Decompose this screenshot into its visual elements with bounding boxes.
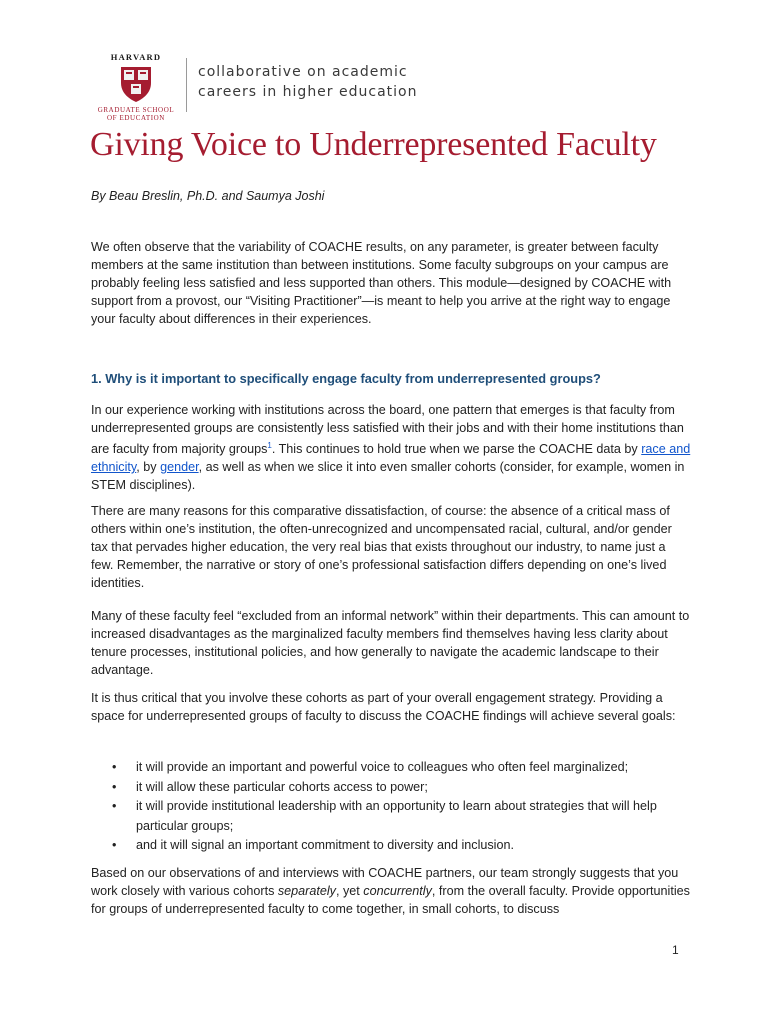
race-ethnicity-link[interactable]: race and ethnicity (91, 442, 691, 475)
goals-list (108, 758, 688, 856)
header-tagline (198, 62, 417, 102)
p5-text-c: , from the overall faculty. Provide opportunities for groups of underrepresented faculty to come together, in small cohorts, to discuss (91, 884, 690, 916)
p5-text-b: , yet (335, 884, 364, 898)
document-title: Giving Voice to Underrepresented Faculty (90, 126, 657, 163)
paragraph-1 (91, 401, 691, 494)
paragraph-5 (91, 864, 691, 918)
list-item-text: it will allow these particular cohorts access to power; (136, 779, 428, 794)
byline: By Beau Breslin, Ph.D. and Saumya Joshi (91, 189, 325, 203)
list-item-text: it will provide institutional leadership with an opportunity to learn about strategies that will help particular groups; (136, 799, 657, 833)
gender-link[interactable]: gender (160, 460, 199, 475)
logo-school-line2: OF EDUCATION (107, 114, 165, 122)
paragraph-2: There are many reasons for this comparative dissatisfaction, of course: the absence of a critical mass of others within one’s institution, the often-unrecognized and uncompensated racial, cultural, and/or gender tax that pervades higher education, the very real bias that exists throughout our industry, to name just a few. Remember, the narrative or story of one’s professional satisfaction differs depending on one’s lived identities. (91, 504, 672, 590)
bullet-icon: • (112, 779, 117, 794)
p1-text-b: . This continues to hold true when we parse the COACHE data by (271, 442, 642, 457)
bullet-icon: • (112, 760, 117, 774)
page-number: 1 (672, 943, 679, 957)
p5-text-a: Based on our observations of and interviews with COACHE partners, our team strongly suggests that you work closely with various cohorts (91, 866, 679, 898)
section-heading: 1. Why is it important to specifically engage faculty from underrepresented groups? (91, 371, 601, 386)
tagline-line-1: collaborative on academic (198, 64, 408, 80)
p1-text-c: , by (136, 460, 161, 475)
intro-paragraph: We often observe that the variability of COACHE results, on any parameter, is greater between faculty members at the same institution than between institutions. Some faculty subgroups on your campus are probably feeling less satisfied and less supported than others. This module—designed by COACHE with support from a provost, our “Visiting Practitioner”—is meant to help you arrive at the right way to engage your faculty about differences in their experiences. (91, 240, 672, 326)
p1-text-a: In our experience working with institutions across the board, one pattern that emerges is that faculty from underrepresented groups are consistently less satisfied with their jobs and with their home institutions than are faculty from majority groups (91, 403, 684, 457)
harvard-shield-icon (119, 65, 153, 103)
paragraph-3: Many of these faculty feel “excluded from an informal network” within their departments. This can amount to increased disadvantages as the marginalized faculty members find themselves having less clarity about tenure processes, institutional policies, and how generally to navigate the academic landscape to their advantage. (91, 609, 690, 677)
paragraph-4: It is thus critical that you involve these cohorts as part of your overall engagement strategy. Providing a space for underrepresented groups of faculty to discuss the COACHE findings will achieve several goals: (91, 691, 676, 723)
header-divider (186, 58, 187, 112)
list-item (108, 836, 688, 856)
list-item-text: and it will signal an important commitment to diversity and inclusion. (136, 838, 514, 852)
list-item (108, 758, 688, 778)
logo-school-line1: GRADUATE SCHOOL (97, 106, 175, 114)
bullet-icon: • (112, 838, 117, 852)
footnote-marker[interactable]: 1 (267, 441, 272, 450)
tagline-line-2: careers in higher education (198, 84, 418, 100)
p5-emphasis-1: separately (277, 884, 336, 898)
list-item (108, 797, 688, 836)
bullet-icon: • (112, 799, 117, 813)
list-item (108, 778, 688, 798)
p1-text-d: , as well as when we slice it into even smaller cohorts (consider, for example, women in STEM disciplines). (91, 460, 685, 493)
logo-harvard-text: HARVARD (110, 52, 162, 62)
harvard-gse-logo (96, 52, 176, 122)
p5-emphasis-2: concurrently (363, 884, 432, 898)
list-item-text: it will provide an important and powerful voice to colleagues who often feel marginalized; (136, 760, 629, 774)
